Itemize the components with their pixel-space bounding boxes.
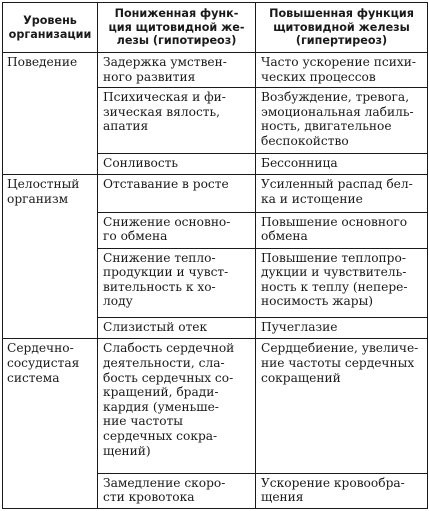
hyper-cell: Бессонница bbox=[256, 153, 428, 175]
table-row bbox=[3, 175, 428, 212]
level-cell-behavior: Поведение bbox=[3, 53, 98, 175]
hyper-cell: Ускорение кровообра- щения bbox=[256, 473, 428, 508]
hyper-cell: Сердцебиение, увеличе- ние частоты сердечных сокращений bbox=[256, 339, 428, 473]
hyper-cell: Усиленный распад бел- ка и истощение bbox=[256, 175, 428, 212]
header-hyperthyroidism: Повышенная функция щитовидной железы (гипертиреоз) bbox=[256, 3, 428, 53]
table-row bbox=[3, 339, 428, 473]
hyper-cell: Повышение основного обмена bbox=[256, 212, 428, 248]
hypo-cell: Слизистый отек bbox=[98, 317, 256, 339]
hyper-cell: Часто ускорение психи- ческих процессов bbox=[256, 53, 428, 88]
hypo-cell: Задержка умствен- ного развития bbox=[98, 53, 256, 88]
level-cell-organism: Целостный организм bbox=[3, 175, 98, 339]
comparison-table-container bbox=[2, 2, 427, 509]
hypo-cell: Сонливость bbox=[98, 153, 256, 175]
hyper-cell: Повышение теплопро- дукции и чувствитель- ность к теплу (непере- носимость жары) bbox=[256, 248, 428, 317]
hyper-cell: Пучеглазие bbox=[256, 317, 428, 339]
header-row bbox=[3, 3, 428, 53]
table-row bbox=[3, 53, 428, 88]
hypo-cell: Психическая и фи- зическая вялость, апатия bbox=[98, 88, 256, 153]
hypo-cell: Снижение тепло- продукции и чувст- вительность к хо- лоду bbox=[98, 248, 256, 317]
hyper-cell: Возбуждение, тревога, эмоциональная лабиль- ность, двигательное беспокойство bbox=[256, 88, 428, 153]
header-hypothyroidism: Пониженная функ- ция щитовидной же- лезы (гипотиреоз) bbox=[98, 3, 256, 53]
thyroid-function-table bbox=[2, 2, 428, 509]
header-level: Уровень организации bbox=[3, 3, 98, 53]
hypo-cell: Замедление скоро- сти кровотока bbox=[98, 473, 256, 508]
level-cell-cardiovascular: Сердечно- сосудистая система bbox=[3, 339, 98, 509]
hypo-cell: Снижение основно- го обмена bbox=[98, 212, 256, 248]
hypo-cell: Отставание в росте bbox=[98, 175, 256, 212]
hypo-cell: Слабость сердечной деятельности, сла- бость сердечных со- кращений, бради- кардия (уменьше- ние частоты сердечных сокра- щений) bbox=[98, 339, 256, 473]
